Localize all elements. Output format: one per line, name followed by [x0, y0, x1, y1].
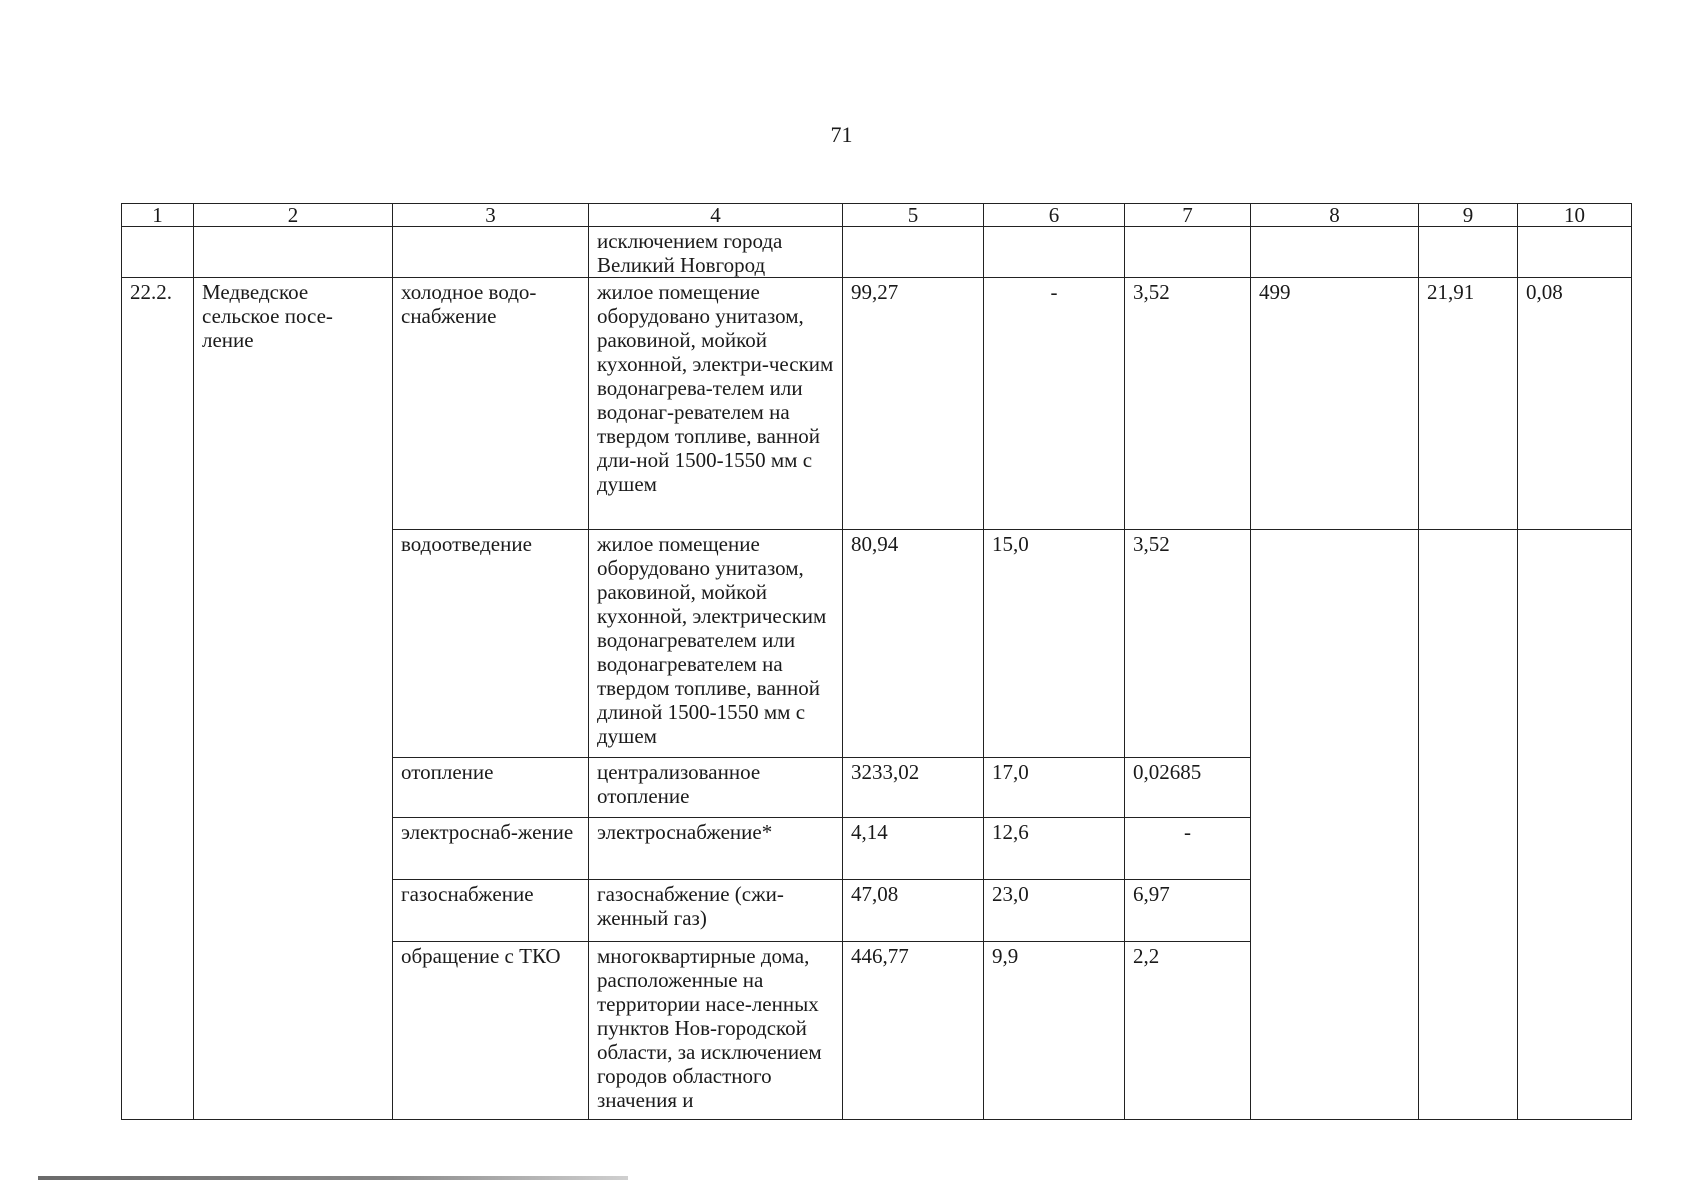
- service-description: жилое помещение оборудовано унитазом, раковиной, мойкой кухонной, электрическим водонагревателем или водонагревателем на твердом топливе, ванной длиной 1500-1550 мм с душем: [589, 530, 843, 758]
- value-col5: 3233,02: [843, 758, 984, 818]
- header-cell: 7: [1125, 204, 1251, 227]
- value-col6: 15,0: [984, 530, 1125, 758]
- value-col7: 3,52: [1125, 278, 1251, 530]
- header-cell: 2: [194, 204, 393, 227]
- value-col8: 499: [1251, 278, 1419, 530]
- service-description: газоснабжение (сжи-женный газ): [589, 880, 843, 942]
- value-col5: 99,27: [843, 278, 984, 530]
- service-name: холодное водо-снабжение: [393, 278, 589, 530]
- header-cell: 10: [1518, 204, 1632, 227]
- service-name: водоотведение: [393, 530, 589, 758]
- service-description: жилое помещение оборудовано унитазом, раковиной, мойкой кухонной, электри-ческим водонагрева-телем или водонаг-ревателем на твердом топливе, ванной дли-ной 1500-1550 мм с душем: [589, 278, 843, 530]
- value-col9: 21,91: [1419, 278, 1518, 530]
- value-col7: 2,2: [1125, 942, 1251, 1120]
- value-col10: 0,08: [1518, 278, 1632, 530]
- header-cell: 3: [393, 204, 589, 227]
- value-col7: -: [1125, 818, 1251, 880]
- service-name: газоснабжение: [393, 880, 589, 942]
- value-col5: 80,94: [843, 530, 984, 758]
- service-name: обращение с ТКО: [393, 942, 589, 1120]
- settlement-name: Медведское сельское посе-ление: [194, 278, 393, 1120]
- value-col7: 6,97: [1125, 880, 1251, 942]
- value-col6: -: [984, 278, 1125, 530]
- header-row: [122, 204, 1632, 227]
- tariff-table: [121, 203, 1632, 1120]
- value-col5: 47,08: [843, 880, 984, 942]
- service-description: электроснабжение*: [589, 818, 843, 880]
- header-cell: 6: [984, 204, 1125, 227]
- scan-artifact-line: [38, 1176, 628, 1180]
- table-row: [122, 278, 1632, 530]
- service-description: централизованное отопление: [589, 758, 843, 818]
- service-description: многоквартирные дома, расположенные на территории насе-ленных пунктов Нов-городской области, за исключением городов областного значения и: [589, 942, 843, 1120]
- header-cell: 5: [843, 204, 984, 227]
- service-name: отопление: [393, 758, 589, 818]
- header-cell: 9: [1419, 204, 1518, 227]
- entry-number: 22.2.: [122, 278, 194, 1120]
- header-cell: 8: [1251, 204, 1419, 227]
- value-col5: 446,77: [843, 942, 984, 1120]
- value-col6: 23,0: [984, 880, 1125, 942]
- value-col6: 12,6: [984, 818, 1125, 880]
- header-cell: 1: [122, 204, 194, 227]
- value-col7: 0,02685: [1125, 758, 1251, 818]
- value-col5: 4,14: [843, 818, 984, 880]
- page-number: 71: [830, 122, 853, 147]
- value-col6: 17,0: [984, 758, 1125, 818]
- continuation-description: исключением города Великий Новгород: [589, 227, 843, 278]
- service-name: электроснаб-жение: [393, 818, 589, 880]
- header-cell: 4: [589, 204, 843, 227]
- value-col6: 9,9: [984, 942, 1125, 1120]
- continuation-row: [122, 227, 1632, 278]
- value-col7: 3,52: [1125, 530, 1251, 758]
